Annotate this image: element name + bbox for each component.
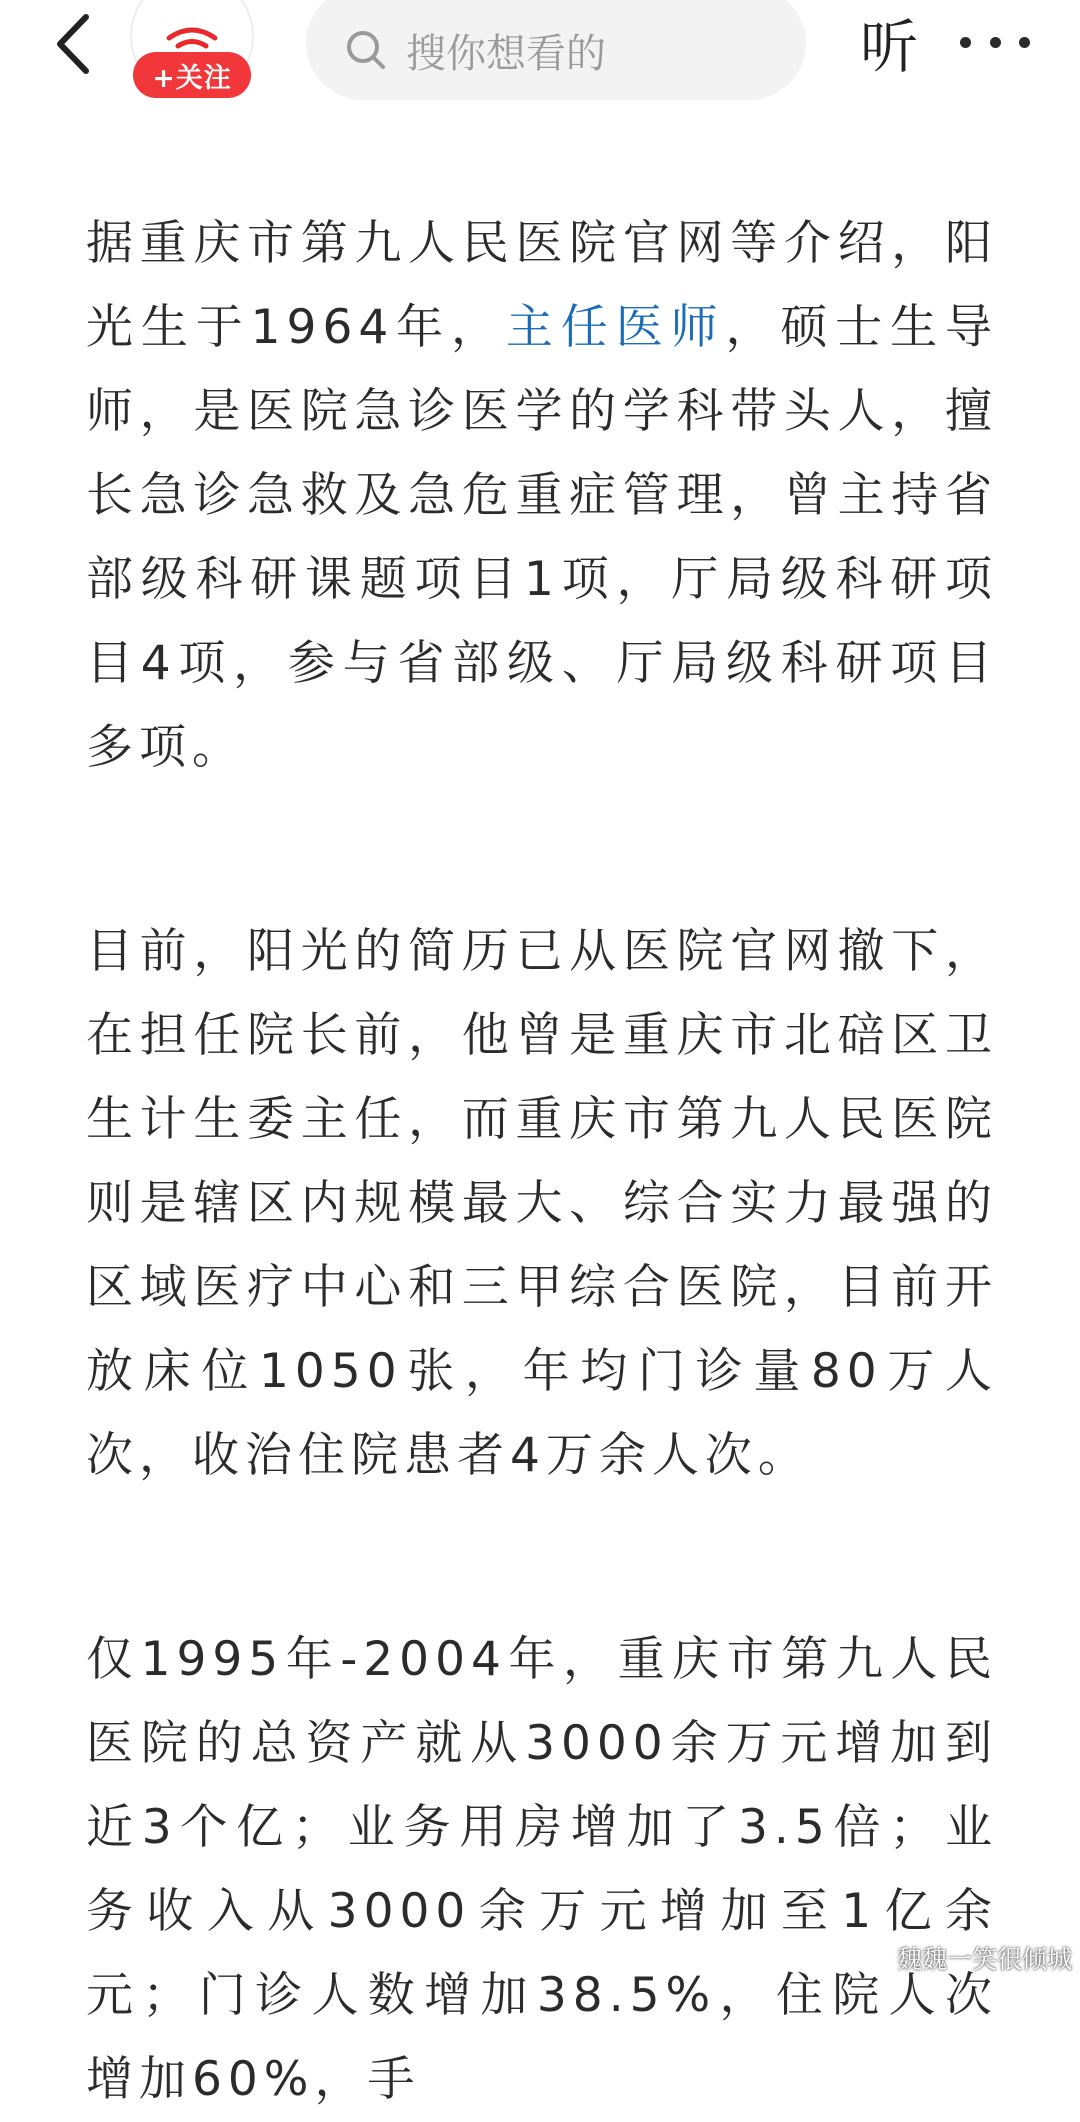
- watermark: 魏魏一笑很倾城: [896, 1945, 1072, 1974]
- article-body: [86, 202, 998, 2122]
- search-icon: [344, 28, 388, 72]
- more-dots-icon: [990, 37, 1001, 48]
- article-paragraph: 目前，阳光的简历已从医院官网撤下，在担任院长前，他曾是重庆市北碚区卫生计生委主任，而重庆市第九人民医院则是辖区内规模最大、综合实力最强的区域医疗中心和三甲综合医院，目前开放床位1050张，年均门诊量80万人次，收治住院患者4万余人次。: [86, 924, 998, 1483]
- paragraph-text: 据重庆市第九人民医院官网等介绍，阳光生于1964年，: [86, 216, 998, 355]
- follow-button[interactable]: +关注: [133, 52, 251, 98]
- back-button[interactable]: [42, 8, 102, 80]
- article-paragraph: [86, 202, 998, 790]
- article-paragraph: 仅1995年-2004年，重庆市第九人民医院的总资产就从3000余万元增加到近3个亿；业务用房增加了3.5倍；业务收入从3000余万元增加至1亿余元；门诊人数增加38.5%，住院人次增加60%，手: [86, 1632, 998, 2107]
- search-input[interactable]: [306, 0, 806, 100]
- paragraph-text: ，硕士生导师，是医院急诊医学的学科带头人，擅长急诊急救及急危重症管理，曾主持省部级科研课题项目1项，厅局级科研项目4项，参与省部级、厅局级科研项目多项。: [86, 300, 999, 775]
- job-title-link[interactable]: 主任医师: [505, 300, 726, 355]
- chevron-left-icon: [52, 13, 92, 75]
- top-bar: [0, 0, 1080, 112]
- more-dots-icon: [960, 37, 971, 48]
- more-dots-icon: [1019, 37, 1030, 48]
- listen-button[interactable]: 听: [859, 13, 918, 81]
- author-avatar-group[interactable]: [130, 0, 254, 98]
- search-placeholder: 搜你想看的: [406, 30, 606, 77]
- more-button[interactable]: [960, 12, 1030, 72]
